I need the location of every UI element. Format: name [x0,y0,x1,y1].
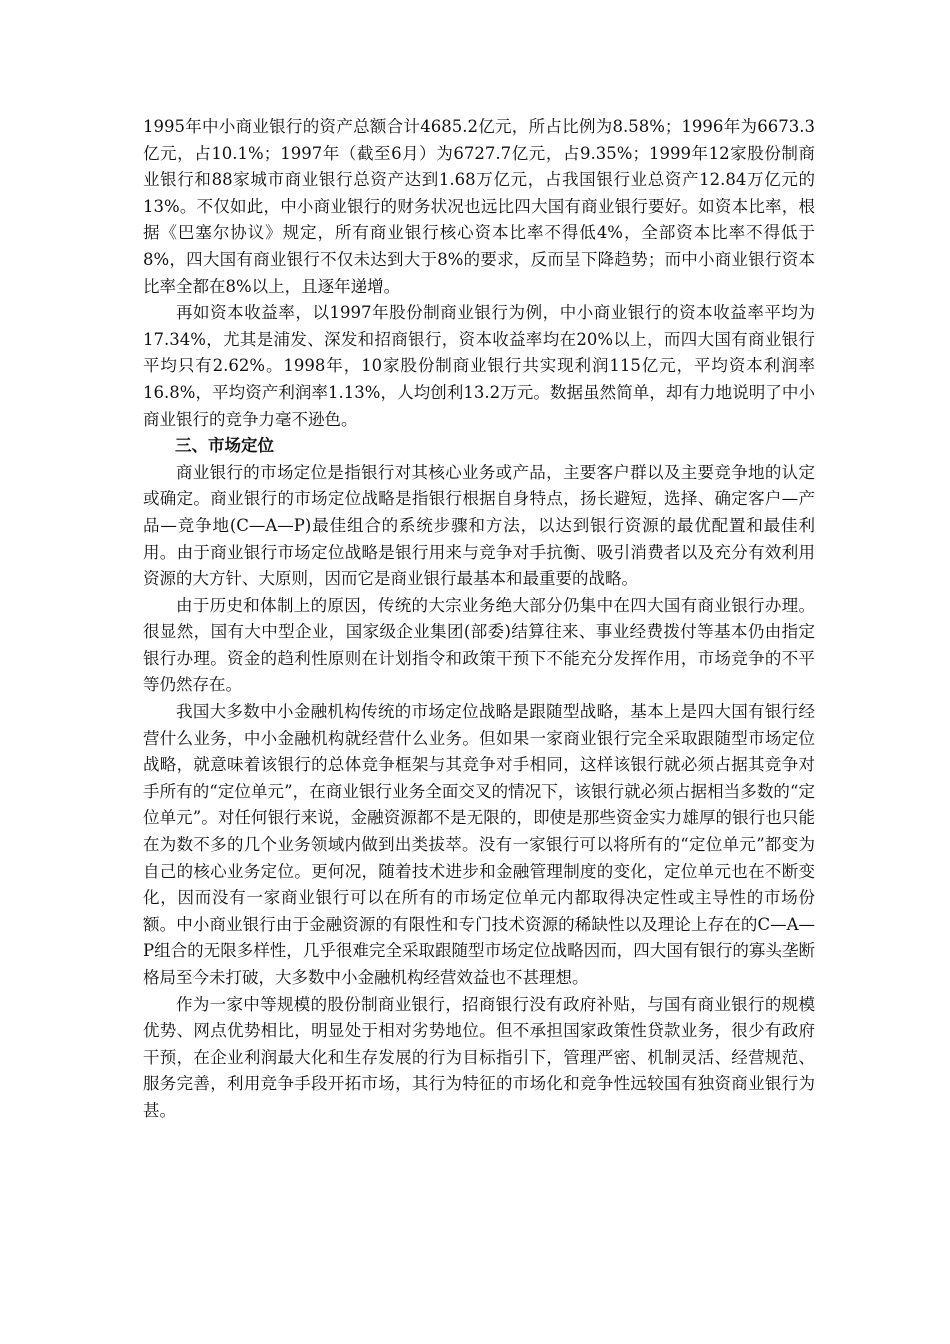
paragraph-positioning-definition: 商业银行的市场定位是指银行对其核心业务或产品，主要客户群以及主要竞争地的认定或确定。商业银行的市场定位战略是指银行根据自身特点，扬长避短，选择、确定客户—产品—竞争地(C—A—P)最佳组合的系统步骤和方法，以达到银行资源的最优配置和最佳利用。由于商业银行市场定位战略是银行用来与竞争对手抗衡、吸引消费者以及充分有效利用资源的大方针、大原则，因而它是商业银行最基本和最重要的战略。 [143,462,815,589]
document-page [143,114,815,1125]
paragraph-follower-strategy: 我国大多数中小金融机构传统的市场定位战略是跟随型战略，基本上是四大国有银行经营什么业务，中小金融机构就经营什么业务。但如果一家商业银行完全采取跟随型市场定位战略，就意味着该银行的总体竞争框架与其竞争对手相同，这样该银行就必须占据其竞争对手所有的“定位单元”，在商业银行业务全面交叉的情况下，该银行就必须占据相当多数的“定位单元”。对任何银行来说，金融资源都不是无限的，即使是那些资金实力雄厚的银行也只能在为数不多的几个业务领域内做到出类拔萃。没有一家银行可以将所有的“定位单元”都变为自己的核心业务定位。更何况，随着技术进步和金融管理制度的变化，定位单元也在不断变化，因而没有一家商业银行可以在所有的市场定位单元内都取得决定性或主导性的市场份额。中小商业银行由于金融资源的有限性和专门技术资源的稀缺性以及理论上存在的C—A—P组合的无限多样性，几乎很难完全采取跟随型市场定位战略因而，四大国有银行的寡头垄断格局至今未打破，大多数中小金融机构经营效益也不甚理想。 [143,702,815,987]
paragraph-asset-statistics: 1995年中小商业银行的资产总额合计4685.2亿元，所占比例为8.58%；1996年为6673.3亿元，占10.1%；1997年（截至6月）为6727.7亿元，占9.35%；1999年12家股份制商业银行和88家城市商业银行总资产达到1.68万亿元，占我国银行业总资产12.84万亿元的13%。不仅如此，中小商业银行的财务状况也远比四大国有商业银行要好。如资本比率，根据《巴塞尔协议》规定，所有商业银行核心资本比率不得低4%，全部资本比率不得低于8%，四大国有商业银行不仅未达到大于8%的要求，反而呈下降趋势；而中小商业银行资本比率全都在8%以上，且逐年递增。 [143,117,815,296]
section-heading-market-positioning: 三、市场定位 [175,436,274,456]
paragraph-cmb-example: 作为一家中等规模的股份制商业银行，招商银行没有政府补贴，与国有商业银行的规模优势、网点优势相比，明显处于相对劣势地位。但不承担国家政策性贷款业务，很少有政府干预，在企业利润最大化和生存发展的行为目标指引下，管理严密、机制灵活、经营规范、服务完善，利用竞争手段开拓市场，其行为特征的市场化和竞争性远较国有独资商业银行为甚。 [143,994,815,1120]
paragraph-capital-return: 再如资本收益率，以1997年股份制商业银行为例，中小商业银行的资本收益率平均为17.34%，尤其是浦发、深发和招商银行，资本收益率均在20%以上，而四大国有商业银行平均只有2.62%。1998年，10家股份制商业银行共实现利润115亿元，平均资本利润率16.8%，平均资产利润率1.13%，人均创利13.2万元。数据虽然简单，却有力地说明了中小商业银行的竞争力毫不逊色。 [143,303,815,429]
paragraph-historical-reasons: 由于历史和体制上的原因，传统的大宗业务绝大部分仍集中在四大国有商业银行办理。很显然，国有大中型企业，国家级企业集团(部委)结算往来、事业经费拨付等基本仍由指定银行办理。资金的趋利性原则在计划指令和政策干预下不能充分发挥作用，市场竞争的不平等仍然存在。 [143,595,815,695]
